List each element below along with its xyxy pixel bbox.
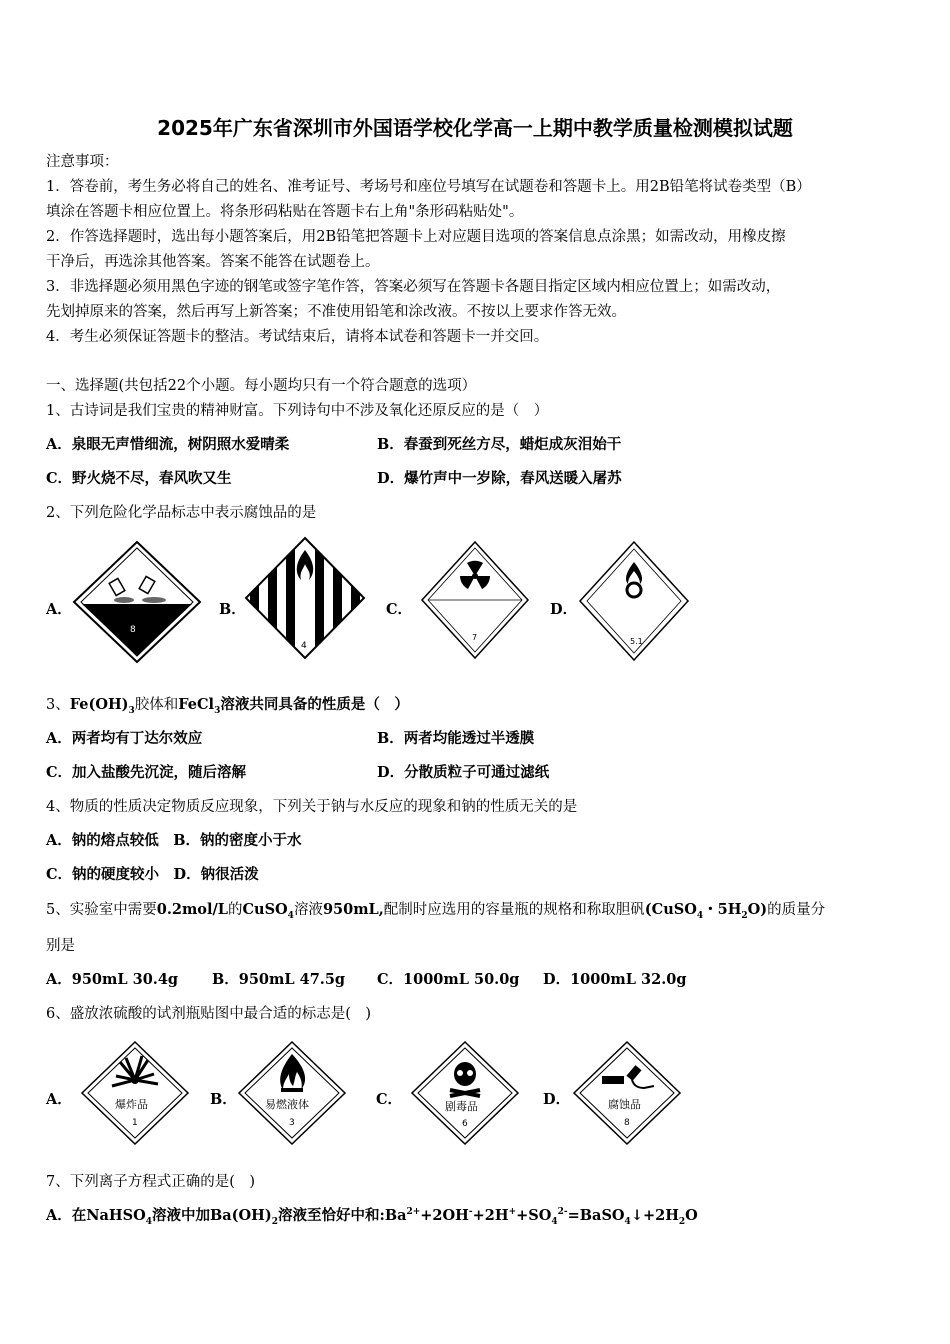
oxidizer-sign-image [578, 540, 690, 662]
q1-option-c: C．野火烧不尽，春风吹又生 [46, 470, 232, 487]
notice-line-4: 干净后，再选涂其他答案。答案不能答在试题卷上。 [46, 254, 380, 270]
q2-label-c: C． [386, 601, 413, 618]
section-heading: 一、选择题(共包括22个小题。每小题均只有一个符合题意的选项） [46, 378, 477, 394]
q6-label-a: A． [46, 1091, 72, 1108]
svg-text:5.1: 5.1 [630, 637, 643, 646]
q6-label-c: C． [376, 1091, 403, 1108]
flammable-solid-sign-image [244, 536, 366, 660]
q3-option-b: B．两者均能透过半透膜 [377, 730, 535, 747]
q2-label-b: B． [219, 601, 246, 618]
q7-option-a: A．在NaHSO$_4$溶液中加$Ba(OH)_2$溶液至恰好中和$:Ba^{2+}+2OH^-+2H^++SO_4^{2-}=BaSO_4↓+2H_2O$ [46, 1207, 698, 1227]
q5-stem: 5、实验室中需要0.2mol/L的CuSO$_4$溶液950mL,配制时应选用的容量瓶的规格和称取胆矾(CuSO$_4$・$5H_2O$)的质量分 [46, 901, 826, 921]
q1-option-d: D．爆竹声中一岁除，春风送暖入屠苏 [377, 470, 622, 487]
q6-sign-d-num: 8 [624, 1118, 630, 1128]
radioactive-sign-image [420, 540, 530, 660]
corrosive-sign-image [72, 540, 202, 664]
q6-sign-c-text: 剧毒品 [445, 1100, 478, 1113]
q6-sign-d-text: 腐蚀品 [608, 1098, 641, 1111]
q1-option-b: B．春蚕到死丝方尽，蜡炬成灰泪始干 [377, 436, 622, 453]
q2-label-d: D． [550, 601, 578, 618]
svg-text:4: 4 [301, 641, 307, 651]
q6-label-d: D． [543, 1091, 571, 1108]
svg-text:7: 7 [472, 633, 478, 642]
notice-line-3: 2．作答选择题时，选出每小题答案后，用2B铅笔把答题卡上对应题目选项的答案信息点涂黑；如需改动，用橡皮擦 [46, 229, 786, 245]
q3-stem: 3、$Fe(OH)_3$胶体和FeCl$_3$溶液共同具备的性质是（ ） [46, 696, 409, 716]
q6-stem: 6、盛放浓硫酸的试剂瓶贴图中最合适的标志是( ) [46, 1006, 372, 1022]
q2-label-a: A． [46, 601, 72, 618]
notice-heading: 注意事项： [46, 154, 119, 170]
q3-option-a: A．两者均有丁达尔效应 [46, 730, 203, 747]
q6-sign-c-num: 6 [462, 1119, 468, 1129]
q6-sign-a-num: 1 [132, 1118, 138, 1128]
q5-option-a: A．950mL 30.4g [46, 971, 179, 988]
q5-stem-line2: 别是 [46, 938, 75, 954]
q3-option-d: D．分散质粒子可通过滤纸 [377, 764, 550, 781]
notice-line-2: 填涂在答题卡相应位置上。将条形码粘贴在答题卡右上角"条形码粘贴处"。 [46, 204, 524, 220]
q5-option-b: B．950mL 47.5g [212, 971, 346, 988]
notice-line-5: 3．非选择题必须用黑色字迹的钢笔或签字笔作答，答案必须写在答题卡各题目指定区域内相应位置上；如需改动， [46, 279, 781, 295]
q2-stem: 2、下列危险化学品标志中表示腐蚀品的是 [46, 505, 317, 521]
q1-option-a: A．泉眼无声惜细流，树阴照水爱晴柔 [46, 436, 290, 453]
q6-label-b: B． [210, 1091, 237, 1108]
q4-stem: 4、物质的性质决定物质反应现象，下列关于钠与水反应的现象和钠的性质无关的是 [46, 799, 578, 815]
q6-sign-a-text: 爆炸品 [115, 1098, 148, 1111]
corrosive-sign-image-2 [572, 1040, 682, 1146]
q5-option-d: D．1000mL 32.0g [543, 971, 687, 988]
notice-line-7: 4．考生必须保证答题卡的整洁。考试结束后，请将本试卷和答题卡一并交回。 [46, 329, 549, 345]
q7-stem: 7、下列离子方程式正确的是( ) [46, 1174, 256, 1190]
page-title: 2025年广东省深圳市外国语学校化学高一上期中教学质量检测模拟试题 [157, 116, 793, 140]
q4-options-ab: A．钠的熔点较低 B．钠的密度小于水 [46, 832, 302, 849]
q5-option-c: C．1000mL 50.0g [377, 971, 520, 988]
q3-option-c: C．加入盐酸先沉淀，随后溶解 [46, 764, 247, 781]
q6-sign-b-num: 3 [289, 1118, 295, 1128]
flammable-liquid-sign-image [237, 1040, 347, 1146]
q1-stem: 1、古诗词是我们宝贵的精神财富。下列诗句中不涉及氧化还原反应的是（ ） [46, 403, 549, 419]
explosive-sign-image [80, 1040, 190, 1146]
q6-sign-b-text: 易燃液体 [265, 1098, 309, 1111]
q4-options-cd: C．钠的硬度较小 D．钠很活泼 [46, 866, 259, 883]
notice-line-6: 先划掉原来的答案，然后再写上新答案；不准使用铅笔和涂改液。不按以上要求作答无效。 [46, 304, 626, 320]
toxic-sign-image [410, 1040, 520, 1146]
notice-line-1: 1．答卷前，考生务必将自己的姓名、准考证号、考场号和座位号填写在试题卷和答题卡上。用2B铅笔将试卷类型（B） [46, 179, 811, 195]
svg-text:8: 8 [130, 625, 136, 635]
